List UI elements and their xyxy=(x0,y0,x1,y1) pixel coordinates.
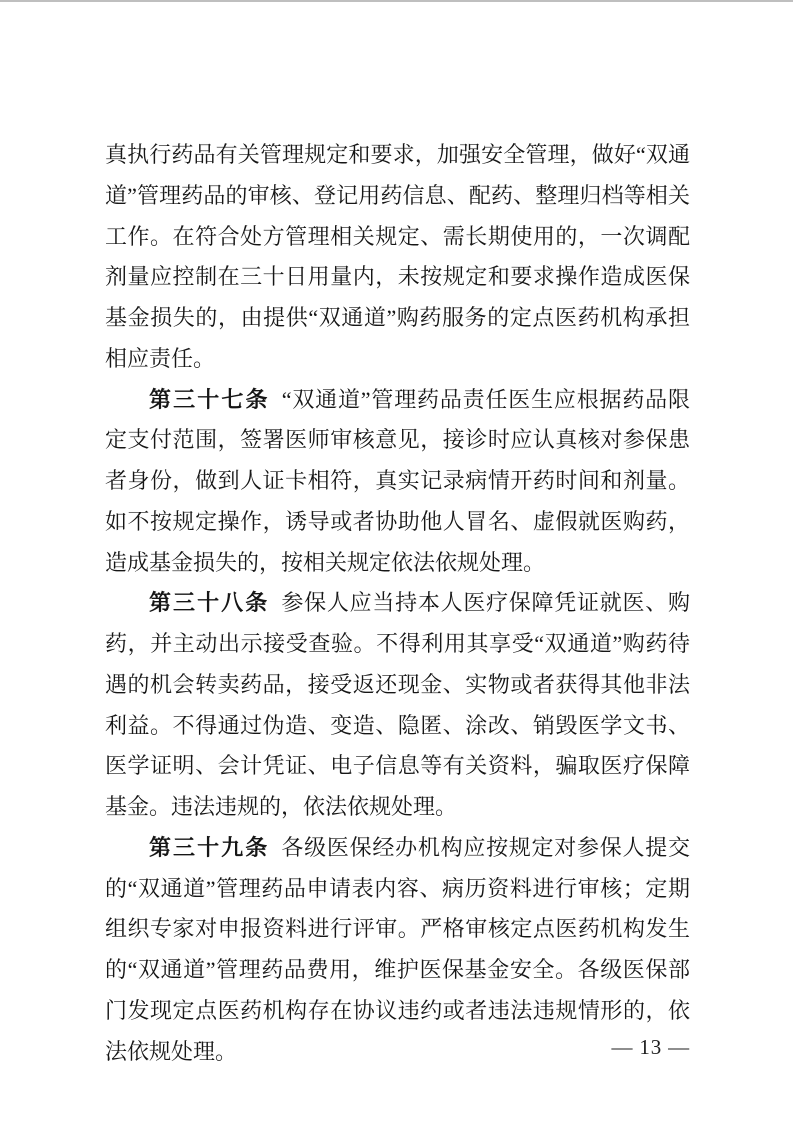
page-number: — 13 — xyxy=(611,1035,690,1059)
paragraph-text: 参保人应当持本人医疗保障凭证就医、购药，并主动出示接受查验。不得利用其享受“双通道”购药待遇的机会转卖药品，接受返还现金、实物或者获得其他非法利益。不得通过伪造、变造、隐匿、涂改、销毁医学文书、医学证明、会计凭证、电子信息等有关资料，骗取医疗保障基金。违法违规的，依法依规处理。 xyxy=(105,590,690,819)
paragraph-continuation xyxy=(105,135,690,380)
clause-number: 第三十七条 xyxy=(149,386,270,412)
paragraph-text: “双通道”管理药品责任医生应根据药品限定支付范围，签署医师审核意见，接诊时应认真核对参保患者身份，做到人证卡相符，真实记录病情开药时间和剂量。如不按规定操作，诱导或者协助他人冒名、虚假就医购药，造成基金损失的，按相关规定依法依规处理。 xyxy=(105,386,690,575)
page-top-edge xyxy=(0,0,793,2)
document-body xyxy=(105,135,690,1072)
paragraph-article-38 xyxy=(105,583,690,828)
clause-number: 第三十八条 xyxy=(149,590,270,616)
paragraph-article-37 xyxy=(105,380,690,584)
clause-number: 第三十九条 xyxy=(149,834,270,860)
paragraph-text: 各级医保经办机构应按规定对参保人提交的“双通道”管理药品申请表内容、病历资料进行审核；定期组织专家对申报资料进行评审。严格审核定点医药机构发生的“双通道”管理药品费用，维护医保基金安全。各级医保部门发现定点医药机构存在协议违约或者违法违规情形的，依法依规处理。 xyxy=(105,834,690,1064)
paragraph-text: 真执行药品有关管理规定和要求，加强安全管理，做好“双通道”管理药品的审核、登记用药信息、配药、整理归档等相关工作。在符合处方管理相关规定、需长期使用的，一次调配剂量应控制在三十日用量内，未按规定和要求操作造成医保基金损失的，由提供“双通道”购药服务的定点医药机构承担相应责任。 xyxy=(105,142,690,371)
